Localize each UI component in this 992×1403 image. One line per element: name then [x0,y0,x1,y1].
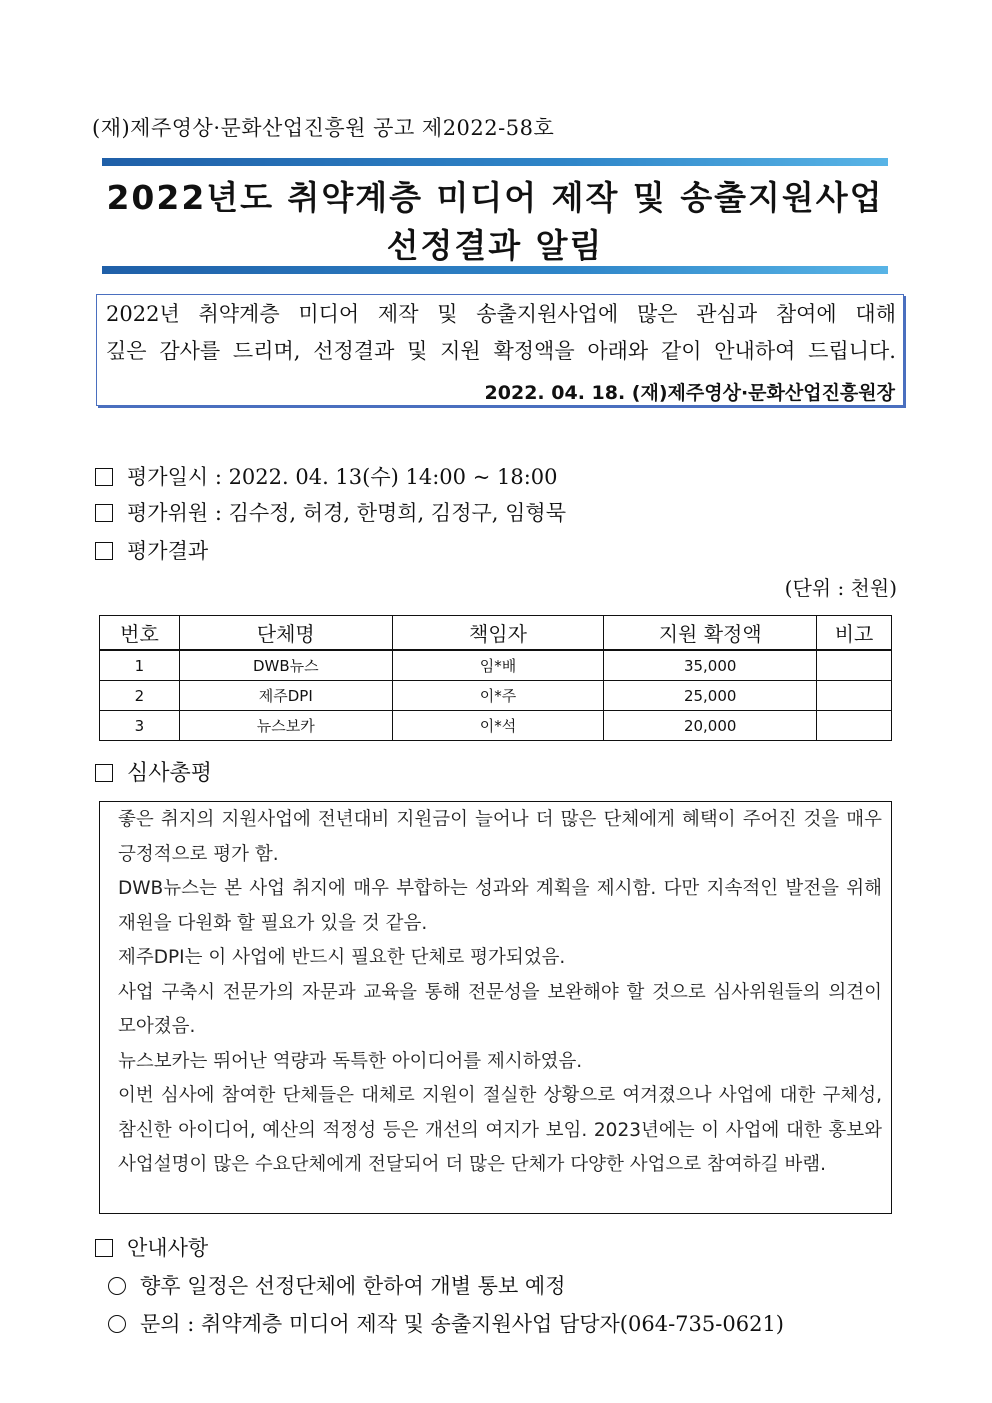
review-paragraph: 제주DPI는 이 사업에 반드시 필요한 단체로 평가되었음. [118,947,566,968]
item-text: 평가일시 : 2022. 04. 13(수) 14:00 ~ 18:00 [127,465,558,489]
header-amount: 지원 확정액 [604,616,817,651]
notice-number: (재)제주영상·문화산업진흥원 공고 제2022-58호 [92,116,555,140]
header-number: 번호 [100,616,180,651]
guide-item-1 [108,1270,565,1300]
guide-item-text: 향후 일정은 선정단체에 한하여 개별 통보 예정 [140,1274,566,1298]
header-note: 비고 [817,616,892,651]
cell-note [817,650,892,681]
cell-number: 2 [100,681,180,711]
header-org-name: 단체명 [179,616,392,651]
title-top-bar [102,158,888,166]
cell-org-name: 제주DPI [179,681,392,711]
cell-note [817,711,892,741]
intro-line-1: 2022년 취약계층 미디어 제작 및 송출지원사업에 많은 관심과 참여에 대해 [106,302,896,326]
cell-manager: 이*석 [392,711,604,741]
cell-amount: 35,000 [604,650,817,681]
item-text: 평가결과 [127,539,209,563]
page-subtitle: 선정결과 알림 [386,226,604,265]
circle-bullet-icon [108,1315,126,1333]
unit-label: (단위 : 천원) [784,576,897,600]
cell-amount: 20,000 [604,711,817,741]
cell-number: 1 [100,650,180,681]
review-paragraph: 뉴스보카는 뛰어난 역량과 독특한 아이디어를 제시하였음. [118,1050,583,1072]
cell-number: 3 [100,711,180,741]
cell-manager: 임*배 [392,650,604,681]
item-evaluation-result [95,535,208,565]
review-paragraph: 사업 구축시 전문가의 자문과 교육을 통해 전문성을 보완해야 할 것으로 심사위원들의 의견이 모아졌음. [118,981,882,1037]
signer: 2022. 04. 18. (재)제주영상·문화산업진흥원장 [484,382,895,404]
header-manager: 책임자 [392,616,604,651]
table-row [100,650,892,681]
guide-item-2 [108,1308,784,1338]
review-heading [95,756,212,787]
cell-amount: 25,000 [604,681,817,711]
checkbox-square-icon [95,468,113,486]
checkbox-square-icon [95,542,113,560]
table-row [100,681,892,711]
item-text: 평가위원 : 김수정, 허경, 한명희, 김정구, 임형묵 [127,501,566,525]
review-paragraph: DWB뉴스는 본 사업 취지에 매우 부합하는 성과와 계획을 제시함. 다만 지속적인 발전을 위해 재원을 다원화 할 필요가 있을 것 같음. [118,878,882,934]
guide-item-text: 문의 : 취약계층 미디어 제작 및 송출지원사업 담당자(064-735-0621) [140,1312,784,1336]
cell-note [817,681,892,711]
cell-org-name: DWB뉴스 [179,650,392,681]
review-heading-text: 심사총평 [127,761,213,786]
results-table [99,615,892,741]
item-evaluation-committee [95,497,566,527]
checkbox-square-icon [95,504,113,522]
review-text [118,803,882,1183]
review-paragraph: 이번 심사에 참여한 단체들은 대체로 지원이 절실한 상황으로 여겨졌으나 사업에 대한 구체성, 참신한 아이디어, 예산의 적정성 등은 개선의 여지가 보임. 2023년에는 이 사업에 대한 홍보와 사업설명이 많은 수요단체에게 전달되어 더 많은 단체가 다양한 사업으로 참여하길 바램. [118,1085,882,1175]
guide-heading [95,1232,208,1262]
cell-org-name: 뉴스보카 [179,711,392,741]
circle-bullet-icon [108,1277,126,1295]
table-header-row [100,616,892,651]
item-evaluation-date [95,461,558,491]
title-bottom-bar [102,266,888,274]
intro-line-2: 깊은 감사를 드리며, 선정결과 및 지원 확정액을 아래와 같이 안내하여 드립니다. [106,339,896,363]
checkbox-square-icon [95,764,113,782]
page-title: 2022년도 취약계층 미디어 제작 및 송출지원사업 [106,178,884,217]
table-row [100,711,892,741]
guide-heading-text: 안내사항 [127,1236,209,1260]
cell-manager: 이*주 [392,681,604,711]
checkbox-square-icon [95,1239,113,1257]
review-paragraph: 좋은 취지의 지원사업에 전년대비 지원금이 늘어나 더 많은 단체에게 혜택이 주어진 것을 매우 긍정적으로 평가 함. [118,809,882,865]
